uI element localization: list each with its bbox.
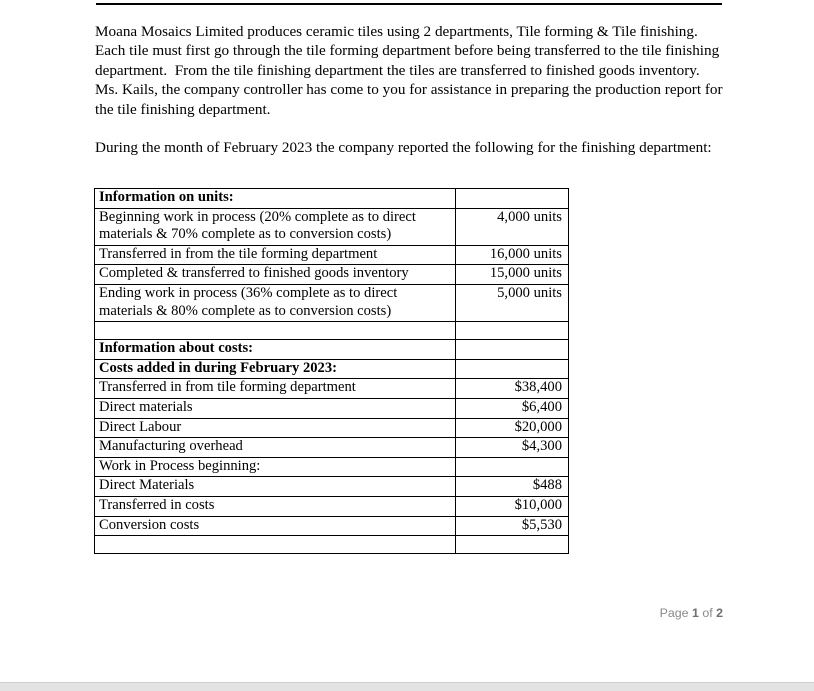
table-row xyxy=(95,477,569,497)
table-cell-value: 15,000 units xyxy=(456,265,569,285)
table-row xyxy=(95,322,569,340)
table-cell-value: $488 xyxy=(456,477,569,497)
table-body xyxy=(95,189,569,554)
table-cell-value: 4,000 units xyxy=(456,208,569,245)
table-cell-value: $10,000 xyxy=(456,496,569,516)
document-body xyxy=(95,22,727,176)
table-cell-label: Beginning work in process (20% complete as to direct materials & 70% complete as to conversion costs) xyxy=(95,208,456,245)
table-cell-value: 16,000 units xyxy=(456,245,569,265)
table-row xyxy=(95,418,569,438)
table-row xyxy=(95,189,569,209)
period-paragraph: During the month of February 2023 the company reported the following for the finishing department: xyxy=(95,139,712,157)
table-cell-label: Work in Process beginning: xyxy=(95,457,456,477)
header-rule xyxy=(96,3,722,5)
table-cell-value xyxy=(456,359,569,379)
table-row xyxy=(95,496,569,516)
table-cell-value: $6,400 xyxy=(456,398,569,418)
table-cell-label: Conversion costs xyxy=(95,516,456,536)
table-row xyxy=(95,340,569,360)
table-cell-label: Manufacturing overhead xyxy=(95,438,456,458)
table-row xyxy=(95,438,569,458)
page-footer xyxy=(0,606,723,620)
table-cell-label: Completed & transferred to finished goods inventory xyxy=(95,265,456,285)
table-row xyxy=(95,379,569,399)
table-row xyxy=(95,398,569,418)
table-cell-value xyxy=(456,340,569,360)
table-cell-label: Transferred in costs xyxy=(95,496,456,516)
production-data-table xyxy=(94,188,569,554)
intro-paragraph: Moana Mosaics Limited produces ceramic tiles using 2 departments, Tile forming & Tile finishing. Each tile must first go through the tile forming department before being transferred to the tile finishing department. From the tile finishing department the tiles are transferred to finished goods inventory. Ms. Kails, the company controller has come to you for assistance in preparing the production report for the tile finishing department. xyxy=(95,23,727,118)
table-row xyxy=(95,457,569,477)
table-cell-label xyxy=(95,322,456,340)
table-cell-label: Transferred in from the tile forming department xyxy=(95,245,456,265)
table-row xyxy=(95,265,569,285)
footer-separator: of xyxy=(698,606,717,620)
footer-current-page: 1 xyxy=(691,606,699,620)
table-cell-value xyxy=(456,322,569,340)
table-cell-label: Direct materials xyxy=(95,398,456,418)
footer-prefix: Page xyxy=(659,606,692,620)
table-cell-value xyxy=(456,189,569,209)
table-row xyxy=(95,245,569,265)
table-cell-label: Direct Labour xyxy=(95,418,456,438)
table-cell-label: Transferred in from tile forming department xyxy=(95,379,456,399)
table-cell-label: Ending work in process (36% complete as to direct materials & 80% complete as to conversion costs) xyxy=(95,284,456,321)
table-row xyxy=(95,208,569,245)
table-cell-label: Costs added in during February 2023: xyxy=(95,359,456,379)
table-cell-value xyxy=(456,536,569,554)
footer-total-pages: 2 xyxy=(716,606,723,620)
table-cell-label: Direct Materials xyxy=(95,477,456,497)
table-row xyxy=(95,359,569,379)
table-cell-value: $20,000 xyxy=(456,418,569,438)
table-row xyxy=(95,516,569,536)
table-cell-label xyxy=(95,536,456,554)
table-cell-value: $5,530 xyxy=(456,516,569,536)
table-cell-value: $38,400 xyxy=(456,379,569,399)
table-cell-value xyxy=(456,457,569,477)
table-cell-label: Information about costs: xyxy=(95,340,456,360)
table-row xyxy=(95,284,569,321)
table-cell-label: Information on units: xyxy=(95,189,456,209)
table-cell-value: $4,300 xyxy=(456,438,569,458)
table-cell-value: 5,000 units xyxy=(456,284,569,321)
table-row xyxy=(95,536,569,554)
